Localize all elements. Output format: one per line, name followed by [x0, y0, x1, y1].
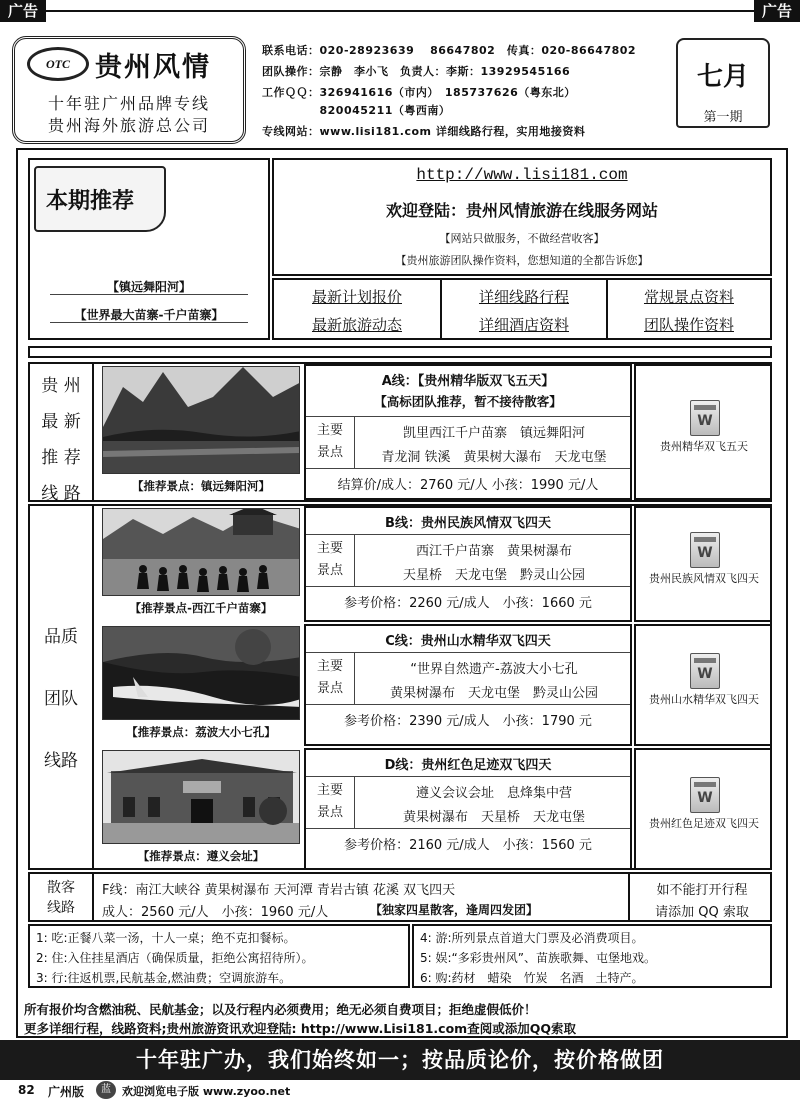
links-panel: [272, 278, 772, 340]
edition-badge-icon: 蓝: [96, 1081, 116, 1099]
link-hotel-details[interactable]: 详细酒店资料: [478, 316, 569, 334]
route-a-spots-2: 青龙洞 铁溪 黄果树大瀑布 天龙屯堡: [381, 450, 607, 465]
route-c-spots-label: [310, 656, 350, 700]
section-divider: [92, 364, 94, 500]
link-scenic-info[interactable]: 常规景点资料: [643, 288, 734, 306]
route-b-title: B线：贵州民族风情双飞四天: [385, 516, 551, 531]
route-a-file-label[interactable]: 贵州精华双飞五天: [660, 440, 748, 453]
website-welcome: 欢迎登陆：贵州风情旅游在线服务网站: [385, 201, 658, 220]
route-b-spots-1: 西江千户苗寨 黄果树瀑布: [415, 544, 572, 559]
logo-slogan-2: 贵州海外旅游总公司: [47, 116, 210, 135]
logo-slogan-1: 十年驻广州品牌专线: [47, 94, 210, 113]
route-d-label-2: 景点: [316, 805, 343, 820]
website-note-2: 【贵州旅游团队操作资料，您想知道的全都告诉您】: [395, 254, 649, 267]
main-frame: [16, 148, 788, 1038]
route-d-spots-1: 遵义会议会址 息烽集中营: [415, 786, 572, 801]
top-rule: [46, 10, 754, 12]
website-note-1: 【网站只做服务，不做经营收客】: [439, 232, 605, 245]
quality-label-3: 线路: [44, 751, 78, 771]
route-a-label-2: 景点: [316, 445, 343, 460]
otc-emblem-icon: OTC: [27, 47, 89, 81]
route-c-label-2: 景点: [316, 681, 343, 696]
website-panel: [272, 158, 772, 276]
route-f-note: 【独家四星散客，逢周四发团】: [370, 903, 539, 917]
latest-label-2: 最 新: [41, 412, 81, 432]
route-b-label-2: 景点: [316, 563, 343, 578]
latest-label-3: 推 荐: [41, 448, 81, 468]
route-a-file-box[interactable]: [634, 364, 772, 500]
route-d-caption: 【推荐景点：遵义会址】: [137, 849, 265, 863]
footer-text: 欢迎浏览电子版 www.zyoo.net: [122, 1085, 291, 1098]
contact-team: 团队操作：宗静 李小飞 负责人：李斯：13929545166: [262, 65, 571, 78]
link-route-details[interactable]: 详细线路行程: [478, 288, 569, 306]
logo-box: [12, 36, 246, 144]
route-a-label-divider: [354, 416, 355, 468]
service-item: 2: 住:入住挂星酒店（确保质量，拒绝公寓招待所）。: [36, 951, 314, 965]
scattered-label-1: 散客: [47, 880, 75, 896]
brand-name: 贵州风情: [95, 52, 211, 83]
route-c-spots-1: “世界自然遗产-荔波大小七孔: [410, 662, 578, 677]
route-f-title: F线：南江大峡谷 黄果树瀑布 天河潭 青岩古镇 花溪 双飞四天: [102, 883, 456, 898]
quality-label-2: 团队: [44, 689, 78, 709]
ad-tag-right: 广告: [754, 0, 800, 22]
route-b-spots-2: 天星桥 天龙屯堡 黔灵山公园: [402, 568, 585, 583]
route-d-file-box[interactable]: [634, 748, 772, 870]
quality-label-1: 品质: [44, 627, 78, 647]
note-line-1: 所有报价均含燃油税、民航基金；以及行程内必须费用；绝无必须自费项目；拒绝虚假低价！: [24, 1002, 537, 1017]
recommend-rule-2: [50, 322, 248, 323]
route-a-spots-1: 凯里西江千户苗寨 镇远舞阳河: [402, 426, 585, 441]
route-a-label-1: 主要: [316, 423, 343, 438]
word-document-icon[interactable]: [690, 400, 720, 436]
issue-scroll: [676, 38, 770, 128]
service-item: 4: 游:所列景点首道大门票及必消费项目。: [420, 931, 644, 945]
separator-strip: [28, 346, 772, 358]
route-b-label-1: 主要: [316, 541, 343, 556]
route-d-spots-label: [310, 780, 350, 824]
word-document-icon[interactable]: [690, 653, 720, 689]
contact-qq: 工作ＱＱ：326941616（市内） 185737626（粤东北）: [262, 86, 576, 99]
recommend-panel: [28, 158, 270, 340]
route-b-file-box[interactable]: [634, 506, 772, 622]
issue-number: 第一期: [703, 110, 743, 125]
services-left: [28, 924, 410, 988]
route-c-label-1: 主要: [316, 659, 343, 674]
route-c-photo: [102, 626, 300, 720]
section-scattered-label: [30, 878, 92, 918]
recommend-tag-2: 【世界最大苗寨-千户苗寨】: [74, 308, 224, 322]
link-team-ops[interactable]: 团队操作资料: [643, 316, 734, 334]
route-b-photo: [102, 508, 300, 596]
contact-qq-2: 820045211（粤西南）: [262, 104, 451, 117]
issue-month: 七月: [696, 62, 749, 92]
word-document-icon[interactable]: [690, 777, 720, 813]
edition-label: 广州版: [48, 1085, 85, 1099]
section-divider: [92, 874, 94, 920]
route-d-label-divider: [354, 776, 355, 828]
ad-tag-left: 广告: [0, 0, 46, 22]
section-divider-right: [628, 874, 630, 920]
route-d-photo: [102, 750, 300, 844]
service-item: 1: 吃:正餐八菜一汤，十人一桌；绝不克扣餐标。: [36, 931, 296, 945]
route-a-spots-label: [310, 420, 350, 464]
route-f-side-1: 如不能打开行程: [656, 883, 748, 898]
route-a-title: A线：【贵州精华版双飞五天】: [381, 374, 555, 389]
route-c-price: 参考价格：2390 元/成人 小孩：1790 元: [344, 714, 592, 729]
route-a-caption: 【推荐景点：镇远舞阳河】: [132, 479, 270, 493]
route-c-title: C线：贵州山水精华双飞四天: [385, 634, 551, 649]
bottom-banner: 十年驻广办，我们始终如一；按品质论价，按价格做团: [0, 1040, 800, 1080]
route-c-spots-2: 黄果树瀑布 天龙屯堡 黔灵山公园: [389, 686, 598, 701]
route-d-info: [304, 748, 632, 870]
word-document-icon[interactable]: [690, 532, 720, 568]
route-d-file-label[interactable]: 贵州红色足迹双飞四天: [649, 817, 759, 830]
route-d-price: 参考价格：2160 元/成人 小孩：1560 元: [344, 838, 592, 853]
route-b-caption: 【推荐景点-西江千户苗寨】: [129, 601, 273, 615]
recommend-title: 本期推荐: [46, 189, 135, 214]
service-item: 3: 行:往返机票,民航基金,燃油费；空调旅游车。: [36, 971, 292, 985]
service-item: 5: 娱:“多彩贵州风”、苗族歌舞、屯堡地戏。: [420, 951, 656, 965]
route-d-spots-2: 黄果树瀑布 天星桥 天龙屯堡: [402, 810, 585, 825]
route-a-info: [304, 364, 632, 500]
services-right: [412, 924, 772, 988]
route-b-spots-label: [310, 538, 350, 582]
latest-label-1: 贵 州: [41, 376, 81, 396]
section-divider: [92, 506, 94, 868]
route-b-label-divider: [354, 534, 355, 586]
route-b-info: [304, 506, 632, 622]
route-a-rule-2: [306, 468, 630, 469]
section-scattered: [28, 872, 772, 922]
route-d-label-1: 主要: [316, 783, 343, 798]
contact-phone: 联系电话：020-28923639 86647802 传真：020-86647802: [262, 44, 637, 57]
recommend-rule-1: [50, 294, 248, 295]
route-f-side-2: 请添加 QQ 索取: [655, 905, 749, 920]
route-c-file-box[interactable]: [634, 624, 772, 746]
link-latest-news[interactable]: 最新旅游动态: [311, 316, 402, 334]
route-c-rule-2: [306, 704, 630, 705]
route-a-subtitle: 【高标团队推荐，暂不接待散客】: [374, 394, 562, 409]
service-item: 6: 购:药材 蜡染 竹炭 名酒 土特产。: [420, 971, 644, 985]
scattered-label-2: 线路: [47, 900, 75, 916]
route-c-info: [304, 624, 632, 746]
recommend-title-box: [34, 166, 166, 232]
route-d-title: D线：贵州红色足迹双飞四天: [384, 758, 552, 773]
link-latest-prices[interactable]: 最新计划报价: [311, 288, 402, 306]
page-number: 82: [18, 1083, 35, 1097]
route-b-price: 参考价格：2260 元/成人 小孩：1660 元: [344, 596, 592, 611]
route-a-photo: [102, 366, 300, 474]
latest-label-4: 线 路: [41, 484, 81, 504]
note-line-2: 更多详细行程，线路资料;贵州旅游资讯欢迎登陆: http://www.Lisi181.com查阅或添加QQ索取: [24, 1021, 576, 1036]
route-c-label-divider: [354, 652, 355, 704]
route-c-caption: 【推荐景点：荔波大小七孔】: [126, 725, 276, 739]
contact-website: 专线网站：www.lisi181.com 详细线路行程，实用地接资料: [262, 125, 586, 138]
route-a-price: 结算价/成人：2760 元/人 小孩：1990 元/人: [337, 478, 599, 493]
route-b-file-label[interactable]: 贵州民族风情双飞四天: [649, 572, 759, 585]
route-b-rule-2: [306, 586, 630, 587]
route-d-rule-2: [306, 828, 630, 829]
section-quality-label: [30, 606, 92, 792]
section-latest-label: [30, 368, 92, 512]
recommend-tag-1: 【镇远舞阳河】: [106, 280, 191, 294]
route-c-file-label[interactable]: 贵州山水精华双飞四天: [649, 693, 759, 706]
route-f-price: 成人：2560 元/人 小孩：1960 元/人: [102, 905, 329, 920]
website-url[interactable]: http://www.lisi181.com: [416, 166, 628, 184]
